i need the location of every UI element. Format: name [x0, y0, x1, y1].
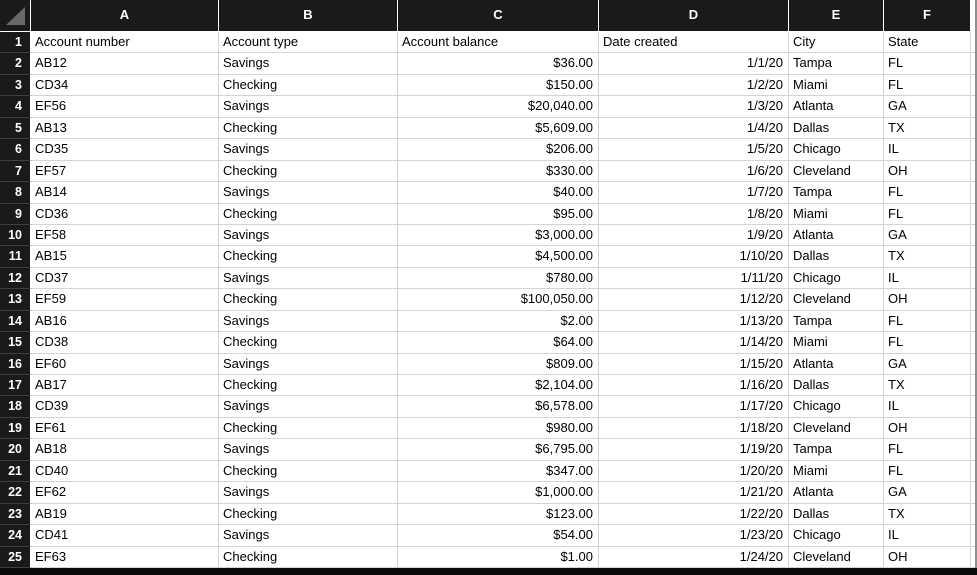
cell-F20[interactable]: FL: [884, 439, 971, 460]
cell-D18[interactable]: 1/17/20: [599, 396, 789, 417]
cell-C21[interactable]: $347.00: [398, 461, 599, 482]
cell-C23[interactable]: $123.00: [398, 504, 599, 525]
cell-D7[interactable]: 1/6/20: [599, 161, 789, 182]
cell-A15[interactable]: CD38: [31, 332, 219, 353]
cell-E7[interactable]: Cleveland: [789, 161, 884, 182]
cell-A25[interactable]: EF63: [31, 547, 219, 568]
cell-E4[interactable]: Atlanta: [789, 96, 884, 117]
cell-A8[interactable]: AB14: [31, 182, 219, 203]
cell-E8[interactable]: Tampa: [789, 182, 884, 203]
cell-F3[interactable]: FL: [884, 75, 971, 96]
cell-F7[interactable]: OH: [884, 161, 971, 182]
cell-A20[interactable]: AB18: [31, 439, 219, 460]
column-header-D[interactable]: D: [599, 0, 789, 32]
cell-F13[interactable]: OH: [884, 289, 971, 310]
row-header-8[interactable]: 8: [0, 182, 31, 203]
cell-E24[interactable]: Chicago: [789, 525, 884, 546]
cell-C19[interactable]: $980.00: [398, 418, 599, 439]
cell-B6[interactable]: Savings: [219, 139, 398, 160]
cell-A3[interactable]: CD34: [31, 75, 219, 96]
row-header-15[interactable]: 15: [0, 332, 31, 353]
cell-F17[interactable]: TX: [884, 375, 971, 396]
select-all-triangle-icon: [6, 7, 25, 25]
cell-B16[interactable]: Savings: [219, 354, 398, 375]
cell-B18[interactable]: Savings: [219, 396, 398, 417]
cell-F1[interactable]: State: [884, 32, 971, 53]
cell-F4[interactable]: GA: [884, 96, 971, 117]
cell-F6[interactable]: IL: [884, 139, 971, 160]
row-header-24[interactable]: 24: [0, 525, 31, 546]
cell-A5[interactable]: AB13: [31, 118, 219, 139]
cell-D8[interactable]: 1/7/20: [599, 182, 789, 203]
cell-B11[interactable]: Checking: [219, 246, 398, 267]
cell-B1[interactable]: Account type: [219, 32, 398, 53]
cell-A2[interactable]: AB12: [31, 53, 219, 74]
cell-E25[interactable]: Cleveland: [789, 547, 884, 568]
cell-D16[interactable]: 1/15/20: [599, 354, 789, 375]
cell-B14[interactable]: Savings: [219, 311, 398, 332]
cell-C4[interactable]: $20,040.00: [398, 96, 599, 117]
cell-E6[interactable]: Chicago: [789, 139, 884, 160]
cell-E22[interactable]: Atlanta: [789, 482, 884, 503]
cell-D11[interactable]: 1/10/20: [599, 246, 789, 267]
cell-D24[interactable]: 1/23/20: [599, 525, 789, 546]
cell-B20[interactable]: Savings: [219, 439, 398, 460]
cell-B5[interactable]: Checking: [219, 118, 398, 139]
row-header-19[interactable]: 19: [0, 418, 31, 439]
cell-E9[interactable]: Miami: [789, 204, 884, 225]
cell-A17[interactable]: AB17: [31, 375, 219, 396]
cell-D9[interactable]: 1/8/20: [599, 204, 789, 225]
cell-D3[interactable]: 1/2/20: [599, 75, 789, 96]
cell-F23[interactable]: TX: [884, 504, 971, 525]
cell-A7[interactable]: EF57: [31, 161, 219, 182]
cell-F10[interactable]: GA: [884, 225, 971, 246]
cell-A9[interactable]: CD36: [31, 204, 219, 225]
cell-A23[interactable]: AB19: [31, 504, 219, 525]
row-header-4[interactable]: 4: [0, 96, 31, 117]
row-header-13[interactable]: 13: [0, 289, 31, 310]
cell-C13[interactable]: $100,050.00: [398, 289, 599, 310]
cell-B19[interactable]: Checking: [219, 418, 398, 439]
cell-D17[interactable]: 1/16/20: [599, 375, 789, 396]
cell-F25[interactable]: OH: [884, 547, 971, 568]
cell-D25[interactable]: 1/24/20: [599, 547, 789, 568]
cell-B25[interactable]: Checking: [219, 547, 398, 568]
cell-D12[interactable]: 1/11/20: [599, 268, 789, 289]
row-header-20[interactable]: 20: [0, 439, 31, 460]
cell-B21[interactable]: Checking: [219, 461, 398, 482]
cell-B3[interactable]: Checking: [219, 75, 398, 96]
cell-C14[interactable]: $2.00: [398, 311, 599, 332]
row-header-25[interactable]: 25: [0, 547, 31, 568]
cell-A10[interactable]: EF58: [31, 225, 219, 246]
cell-E20[interactable]: Tampa: [789, 439, 884, 460]
cell-C7[interactable]: $330.00: [398, 161, 599, 182]
row-header-18[interactable]: 18: [0, 396, 31, 417]
cell-B17[interactable]: Checking: [219, 375, 398, 396]
cell-E18[interactable]: Chicago: [789, 396, 884, 417]
cell-C8[interactable]: $40.00: [398, 182, 599, 203]
row-header-16[interactable]: 16: [0, 354, 31, 375]
cell-A13[interactable]: EF59: [31, 289, 219, 310]
column-header-F[interactable]: F: [884, 0, 971, 32]
row-header-1[interactable]: 1: [0, 32, 31, 53]
row-header-2[interactable]: 2: [0, 53, 31, 74]
cell-F12[interactable]: IL: [884, 268, 971, 289]
cell-C2[interactable]: $36.00: [398, 53, 599, 74]
select-all-corner[interactable]: [0, 0, 31, 32]
cell-A12[interactable]: CD37: [31, 268, 219, 289]
cell-A16[interactable]: EF60: [31, 354, 219, 375]
cell-C15[interactable]: $64.00: [398, 332, 599, 353]
cell-B2[interactable]: Savings: [219, 53, 398, 74]
cell-E19[interactable]: Cleveland: [789, 418, 884, 439]
cell-F15[interactable]: FL: [884, 332, 971, 353]
cell-D14[interactable]: 1/13/20: [599, 311, 789, 332]
cell-F5[interactable]: TX: [884, 118, 971, 139]
cell-D2[interactable]: 1/1/20: [599, 53, 789, 74]
row-header-12[interactable]: 12: [0, 268, 31, 289]
cell-C3[interactable]: $150.00: [398, 75, 599, 96]
cell-F9[interactable]: FL: [884, 204, 971, 225]
cell-E14[interactable]: Tampa: [789, 311, 884, 332]
cell-E3[interactable]: Miami: [789, 75, 884, 96]
cell-B15[interactable]: Checking: [219, 332, 398, 353]
column-header-C[interactable]: C: [398, 0, 599, 32]
cell-C25[interactable]: $1.00: [398, 547, 599, 568]
cell-D1[interactable]: Date created: [599, 32, 789, 53]
row-header-22[interactable]: 22: [0, 482, 31, 503]
cell-D23[interactable]: 1/22/20: [599, 504, 789, 525]
row-header-9[interactable]: 9: [0, 204, 31, 225]
cell-E23[interactable]: Dallas: [789, 504, 884, 525]
cell-E17[interactable]: Dallas: [789, 375, 884, 396]
row-header-17[interactable]: 17: [0, 375, 31, 396]
cell-D21[interactable]: 1/20/20: [599, 461, 789, 482]
cell-D6[interactable]: 1/5/20: [599, 139, 789, 160]
cell-F8[interactable]: FL: [884, 182, 971, 203]
cell-A1[interactable]: Account number: [31, 32, 219, 53]
cell-B22[interactable]: Savings: [219, 482, 398, 503]
cell-C24[interactable]: $54.00: [398, 525, 599, 546]
cell-C5[interactable]: $5,609.00: [398, 118, 599, 139]
cell-F14[interactable]: FL: [884, 311, 971, 332]
row-header-23[interactable]: 23: [0, 504, 31, 525]
cell-A11[interactable]: AB15: [31, 246, 219, 267]
column-header-B[interactable]: B: [219, 0, 398, 32]
cell-D10[interactable]: 1/9/20: [599, 225, 789, 246]
cell-E1[interactable]: City: [789, 32, 884, 53]
bottom-edge-bar: [0, 568, 977, 575]
cell-E10[interactable]: Atlanta: [789, 225, 884, 246]
cell-C18[interactable]: $6,578.00: [398, 396, 599, 417]
cell-F18[interactable]: IL: [884, 396, 971, 417]
cell-C11[interactable]: $4,500.00: [398, 246, 599, 267]
cell-A4[interactable]: EF56: [31, 96, 219, 117]
cell-B9[interactable]: Checking: [219, 204, 398, 225]
cell-D5[interactable]: 1/4/20: [599, 118, 789, 139]
cell-F22[interactable]: GA: [884, 482, 971, 503]
cell-E11[interactable]: Dallas: [789, 246, 884, 267]
row-header-6[interactable]: 6: [0, 139, 31, 160]
cell-B13[interactable]: Checking: [219, 289, 398, 310]
cell-A6[interactable]: CD35: [31, 139, 219, 160]
row-header-14[interactable]: 14: [0, 311, 31, 332]
cell-B24[interactable]: Savings: [219, 525, 398, 546]
cell-C17[interactable]: $2,104.00: [398, 375, 599, 396]
cell-C6[interactable]: $206.00: [398, 139, 599, 160]
column-header-A[interactable]: A: [31, 0, 219, 32]
cell-A21[interactable]: CD40: [31, 461, 219, 482]
cell-B8[interactable]: Savings: [219, 182, 398, 203]
cell-F11[interactable]: TX: [884, 246, 971, 267]
row-header-3[interactable]: 3: [0, 75, 31, 96]
cell-F2[interactable]: FL: [884, 53, 971, 74]
cell-D20[interactable]: 1/19/20: [599, 439, 789, 460]
cell-B7[interactable]: Checking: [219, 161, 398, 182]
column-header-E[interactable]: E: [789, 0, 884, 32]
cell-B10[interactable]: Savings: [219, 225, 398, 246]
cell-C20[interactable]: $6,795.00: [398, 439, 599, 460]
cell-A24[interactable]: CD41: [31, 525, 219, 546]
cell-F24[interactable]: IL: [884, 525, 971, 546]
cell-A14[interactable]: AB16: [31, 311, 219, 332]
cell-C1[interactable]: Account balance: [398, 32, 599, 53]
cell-D15[interactable]: 1/14/20: [599, 332, 789, 353]
cell-F21[interactable]: FL: [884, 461, 971, 482]
cell-B4[interactable]: Savings: [219, 96, 398, 117]
cell-E5[interactable]: Dallas: [789, 118, 884, 139]
cell-F19[interactable]: OH: [884, 418, 971, 439]
cell-E15[interactable]: Miami: [789, 332, 884, 353]
cell-E21[interactable]: Miami: [789, 461, 884, 482]
cell-C22[interactable]: $1,000.00: [398, 482, 599, 503]
cell-A19[interactable]: EF61: [31, 418, 219, 439]
cell-D4[interactable]: 1/3/20: [599, 96, 789, 117]
cell-D19[interactable]: 1/18/20: [599, 418, 789, 439]
cell-C16[interactable]: $809.00: [398, 354, 599, 375]
cell-E13[interactable]: Cleveland: [789, 289, 884, 310]
cell-D22[interactable]: 1/21/20: [599, 482, 789, 503]
cell-A22[interactable]: EF62: [31, 482, 219, 503]
cell-C10[interactable]: $3,000.00: [398, 225, 599, 246]
cell-F16[interactable]: GA: [884, 354, 971, 375]
row-header-5[interactable]: 5: [0, 118, 31, 139]
cell-B23[interactable]: Checking: [219, 504, 398, 525]
cell-D13[interactable]: 1/12/20: [599, 289, 789, 310]
row-header-7[interactable]: 7: [0, 161, 31, 182]
cell-B12[interactable]: Savings: [219, 268, 398, 289]
cell-E12[interactable]: Chicago: [789, 268, 884, 289]
cell-E2[interactable]: Tampa: [789, 53, 884, 74]
cell-A18[interactable]: CD39: [31, 396, 219, 417]
cell-E16[interactable]: Atlanta: [789, 354, 884, 375]
cell-C9[interactable]: $95.00: [398, 204, 599, 225]
cell-C12[interactable]: $780.00: [398, 268, 599, 289]
row-header-10[interactable]: 10: [0, 225, 31, 246]
row-header-21[interactable]: 21: [0, 461, 31, 482]
row-header-11[interactable]: 11: [0, 246, 31, 267]
